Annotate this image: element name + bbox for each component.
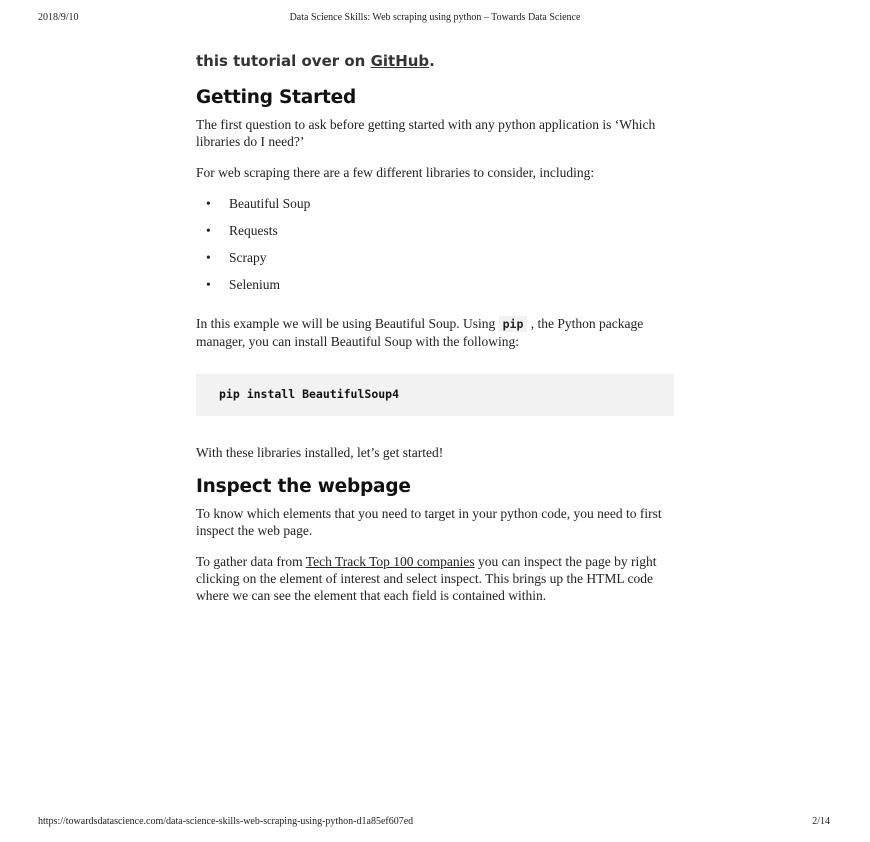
bullet-glyph: • bbox=[206, 223, 211, 238]
heading-inspect-webpage: Inspect the webpage bbox=[196, 476, 411, 497]
print-page-number: 2/14 bbox=[812, 816, 830, 827]
print-url: https://towardsdatascience.com/data-science-skills-web-scraping-using-python-d1a85ef607ed bbox=[38, 816, 414, 827]
pip-text-after: , the Python package manager, you can install Beautiful Soup with the following: bbox=[196, 316, 644, 349]
print-footer bbox=[0, 816, 870, 830]
list-item bbox=[196, 249, 674, 276]
library-name: Requests bbox=[229, 223, 278, 238]
heading-getting-started: Getting Started bbox=[196, 87, 357, 108]
tech-track-link[interactable]: Tech Track Top 100 companies bbox=[305, 554, 475, 569]
library-list bbox=[196, 195, 674, 303]
print-header bbox=[0, 12, 870, 26]
github-reference-end: . bbox=[429, 52, 435, 70]
paragraph-libraries-intro: For web scraping there are a few different libraries to consider, including: bbox=[196, 165, 595, 180]
print-date: 2018/9/10 bbox=[38, 12, 79, 23]
bullet-glyph: • bbox=[206, 277, 211, 292]
github-reference bbox=[196, 50, 674, 72]
print-page-title: Data Science Skills: Web scraping using python – Towards Data Science bbox=[289, 12, 581, 23]
code-install-command: pip install BeautifulSoup4 bbox=[219, 387, 400, 401]
github-link[interactable]: GitHub bbox=[370, 52, 430, 70]
list-item bbox=[196, 276, 674, 303]
library-name: Selenium bbox=[229, 277, 280, 292]
gather-text-before: To gather data from bbox=[196, 554, 306, 569]
inline-code-pip: pip bbox=[499, 316, 528, 332]
paragraph-first-question: The first question to ask before getting started with any python application is ‘Which libraries do I need?’ bbox=[196, 117, 656, 149]
pip-text-before: In this example we will be using Beautiful Soup. Using bbox=[196, 316, 499, 331]
gather-text-after: you can inspect the page by right clicking on the element of interest and select inspect. This brings up the HTML code where we can see the element that each field is contained within. bbox=[196, 554, 657, 603]
paragraph-inspect-intro: To know which elements that you need to target in your python code, you need to first inspect the web page. bbox=[196, 506, 662, 538]
paragraph-get-started: With these libraries installed, let’s get started! bbox=[196, 445, 444, 460]
paragraph-pip-install bbox=[196, 315, 674, 350]
library-name: Scrapy bbox=[229, 250, 267, 265]
bullet-glyph: • bbox=[206, 250, 211, 265]
code-block bbox=[196, 374, 674, 416]
list-item bbox=[196, 195, 674, 222]
paragraph-gather-data bbox=[196, 553, 674, 604]
list-item bbox=[196, 222, 674, 249]
bullet-glyph: • bbox=[206, 196, 211, 211]
library-name: Beautiful Soup bbox=[229, 196, 311, 211]
github-reference-text: this tutorial over on bbox=[196, 52, 371, 70]
article-body bbox=[196, 50, 674, 618]
